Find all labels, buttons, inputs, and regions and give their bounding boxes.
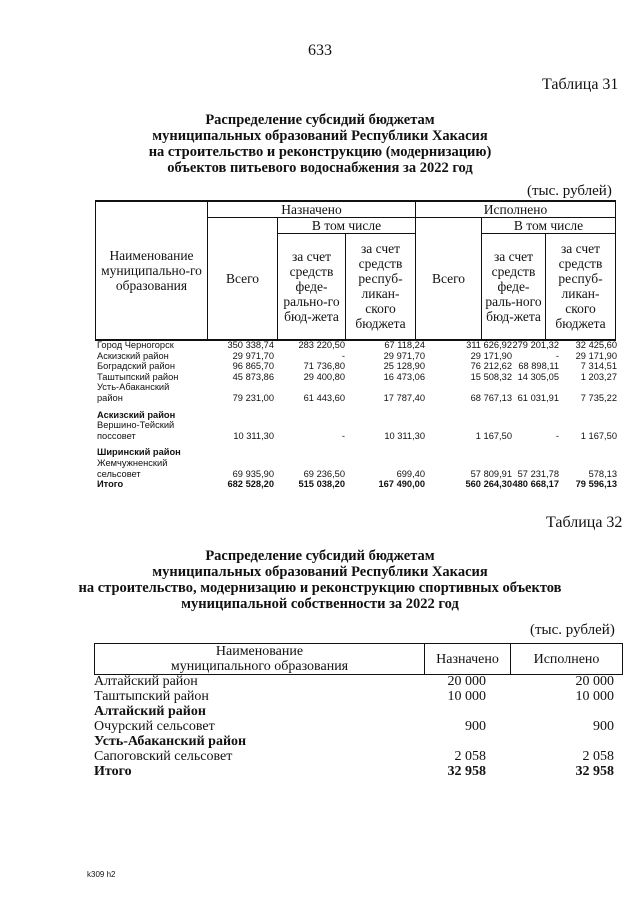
row-name: сельсовет xyxy=(97,468,141,479)
cell-assigned: 32 958 xyxy=(447,764,486,779)
table-31-title xyxy=(60,112,580,176)
cell-republic-executed: 29 171,90 xyxy=(575,350,617,361)
cell-executed: 900 xyxy=(593,719,614,734)
table-row-total xyxy=(97,479,617,490)
cell-federal-assigned: 61 443,60 xyxy=(303,392,345,403)
cell-republic-executed: 32 425,60 xyxy=(575,340,617,350)
row-name: Сапоговский сельсовет xyxy=(94,749,233,764)
row-name: Аскизский район xyxy=(97,350,169,361)
title-line: муниципальной собственности за 2022 год xyxy=(181,596,459,612)
title-line: муниципальных образований Республики Хакасия xyxy=(152,128,488,144)
title-line: на строительство, модернизацию и реконструкцию спортивных объектов xyxy=(78,580,562,596)
title-line: муниципальных образований Республики Хакасия xyxy=(152,564,488,580)
header-republic-assigned: за счет средств респуб-ликан-ского бюджета xyxy=(346,234,416,340)
cell-total-executed: 311 626,92 xyxy=(466,340,512,350)
row-name: Очурский сельсовет xyxy=(94,719,215,734)
cell-total-assigned: 96 865,70 xyxy=(232,361,274,372)
table-31-units: (тыс. рублей) xyxy=(527,183,612,199)
cell-republic-executed: 578,13 xyxy=(588,468,617,479)
cell-republic-assigned: 25 128,90 xyxy=(383,361,425,372)
row-name: Жемчужненский xyxy=(97,457,168,468)
table-row xyxy=(94,719,614,734)
row-name: Боградский район xyxy=(97,361,175,372)
cell-total-executed: 15 508,32 xyxy=(470,371,512,382)
cell-federal-assigned: - xyxy=(341,430,345,441)
cell-total-assigned: 79 231,00 xyxy=(232,392,274,403)
cell-federal-executed: 68 898,11 xyxy=(518,361,559,372)
table-row xyxy=(97,340,617,351)
row-name: район xyxy=(97,392,123,403)
cell-federal-executed: 279 201,32 xyxy=(512,340,559,350)
table-32-header xyxy=(94,643,623,675)
group-name: Алтайский район xyxy=(94,704,206,719)
row-name: Усть-Абаканский xyxy=(97,382,170,393)
cell-assigned: 900 xyxy=(465,719,486,734)
table-row-total xyxy=(94,764,614,779)
group-heading xyxy=(94,734,614,749)
header-in-total-assigned: В том числе xyxy=(278,218,416,234)
cell-total-assigned: 45 873,86 xyxy=(232,371,274,382)
cell-total-executed: 560 264,30 xyxy=(465,479,512,490)
cell-federal-executed: 480 668,17 xyxy=(512,479,559,490)
header-name-line: Наименование xyxy=(215,644,304,659)
cell-total-executed: 76 212,62 xyxy=(470,361,512,372)
table-row xyxy=(94,674,614,689)
cell-republic-executed: 1 203,27 xyxy=(580,371,617,382)
cell-republic-assigned: 699,40 xyxy=(396,468,425,479)
cell-republic-executed: 79 596,13 xyxy=(575,479,617,490)
title-line: Распределение субсидий бюджетам xyxy=(205,112,435,128)
row-name: Вершино-Тейский xyxy=(97,420,175,431)
cell-federal-executed: 57 231,78 xyxy=(517,468,559,479)
table-32-units: (тыс. рублей) xyxy=(530,622,615,638)
title-line: объектов питьевого водоснабжения за 2022 год xyxy=(167,160,473,176)
row-name: поссовет xyxy=(97,430,136,441)
table-32-body xyxy=(94,674,614,779)
cell-federal-assigned: 29 400,80 xyxy=(303,371,345,382)
cell-federal-assigned: 515 038,20 xyxy=(298,479,345,490)
header-total-assigned: Всего xyxy=(208,218,278,340)
cell-federal-executed: 61 031,91 xyxy=(517,392,559,403)
header-name xyxy=(95,644,425,675)
cell-total-assigned: 69 935,90 xyxy=(232,468,274,479)
cell-republic-assigned: 16 473,06 xyxy=(383,371,425,382)
header-executed: Исполнено xyxy=(511,644,623,675)
cell-federal-assigned: 69 236,50 xyxy=(303,468,345,479)
cell-republic-executed: 7 735,22 xyxy=(580,392,617,403)
table-31-body xyxy=(97,340,617,490)
cell-republic-assigned: 17 787,40 xyxy=(383,392,425,403)
row-name: Город Черногорск xyxy=(97,340,174,350)
cell-federal-assigned: - xyxy=(341,350,345,361)
cell-federal-assigned: 71 736,80 xyxy=(303,361,345,372)
group-heading xyxy=(94,704,614,719)
cell-assigned: 10 000 xyxy=(447,689,486,704)
header-assigned: Назначено xyxy=(425,644,511,675)
table-row-name-line xyxy=(97,458,617,469)
header-federal-assigned: за счет средств феде-рально-го бюд-жета xyxy=(278,234,346,340)
cell-total-executed: 68 767,13 xyxy=(470,392,512,403)
header-name-line: муниципального образования xyxy=(170,659,349,674)
group-name: Ширинский район xyxy=(97,447,181,458)
table-row-name-line xyxy=(97,420,617,431)
table-row xyxy=(97,431,617,442)
table-row xyxy=(97,469,617,480)
table-31-header xyxy=(95,200,616,341)
cell-total-assigned: 682 528,20 xyxy=(227,479,274,490)
row-name: Итого xyxy=(97,479,124,490)
cell-executed: 10 000 xyxy=(575,689,614,704)
group-heading xyxy=(97,410,617,421)
header-total-executed: Всего xyxy=(416,218,482,340)
header-assigned: Назначено xyxy=(208,201,416,218)
cell-total-assigned: 350 338,74 xyxy=(227,340,274,350)
cell-republic-assigned: 29 971,70 xyxy=(383,350,425,361)
header-federal-executed: за счет средств феде-раль-ного бюд-жета xyxy=(482,234,546,340)
header-name: Наименование муниципально-го образования xyxy=(96,201,208,340)
table-row xyxy=(97,393,617,404)
cell-republic-assigned: 167 490,00 xyxy=(378,479,425,490)
page-number: 633 xyxy=(308,42,332,59)
table-row xyxy=(94,689,614,704)
footer-code: k309 h2 xyxy=(87,870,116,879)
title-line: Распределение субсидий бюджетам xyxy=(205,548,435,564)
cell-assigned: 2 058 xyxy=(454,749,486,764)
row-name: Алтайский район xyxy=(94,674,198,689)
group-heading xyxy=(97,447,617,458)
cell-executed: 20 000 xyxy=(575,674,614,689)
table-31-label: Таблица 31 xyxy=(542,76,619,93)
table-row xyxy=(97,361,617,372)
cell-executed: 32 958 xyxy=(575,764,614,779)
cell-federal-executed: 14 305,05 xyxy=(517,371,559,382)
cell-republic-assigned: 67 118,24 xyxy=(384,340,425,350)
cell-total-executed: 29 171,90 xyxy=(470,350,512,361)
table-32-label: Таблица 32 xyxy=(546,514,623,531)
cell-republic-executed: 7 314,51 xyxy=(580,361,617,372)
cell-federal-executed: - xyxy=(555,350,559,361)
row-name: Таштыпский район xyxy=(94,689,209,704)
group-name: Аскизский район xyxy=(97,409,176,420)
table-row-name-line xyxy=(97,382,617,393)
cell-total-assigned: 29 971,70 xyxy=(232,350,274,361)
group-name: Усть-Абаканский район xyxy=(94,734,247,749)
table-row xyxy=(94,749,614,764)
cell-total-executed: 57 809,91 xyxy=(470,468,512,479)
title-line: на строительство и реконструкцию (модернизацию) xyxy=(148,144,492,160)
row-name: Таштыпский район xyxy=(97,371,179,382)
cell-federal-executed: - xyxy=(555,430,559,441)
header-republic-executed: за счет средств респуб-ликан-ского бюджета xyxy=(546,234,616,340)
cell-executed: 2 058 xyxy=(582,749,614,764)
table-row xyxy=(97,372,617,383)
table-32-title xyxy=(60,548,580,612)
table-row xyxy=(97,351,617,362)
cell-assigned: 20 000 xyxy=(447,674,486,689)
cell-republic-executed: 1 167,50 xyxy=(580,430,617,441)
cell-federal-assigned: 283 220,50 xyxy=(298,340,345,350)
cell-republic-assigned: 10 311,30 xyxy=(384,430,425,441)
cell-total-assigned: 10 311,30 xyxy=(233,430,274,441)
header-in-total-executed: В том числе xyxy=(482,218,616,234)
cell-total-executed: 1 167,50 xyxy=(475,430,512,441)
header-executed: Исполнено xyxy=(416,201,616,218)
row-name: Итого xyxy=(94,764,132,779)
